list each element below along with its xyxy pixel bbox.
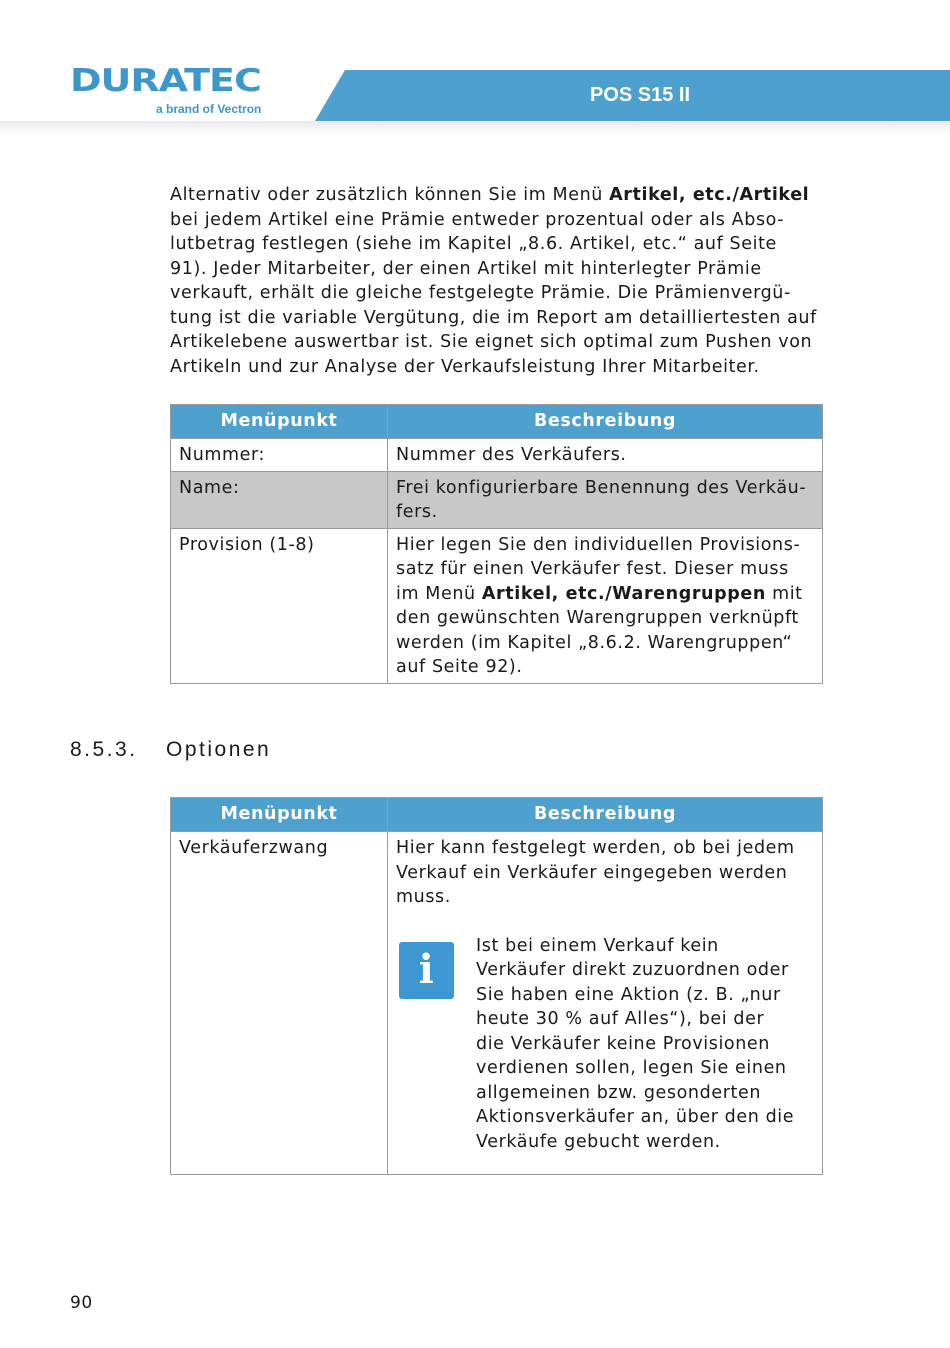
intro-text: Alternativ oder zusätzlich können Sie im Menü [170,185,610,205]
header-shadow-band [0,121,950,135]
menu-item-cell: Verkäuferzwang [171,832,388,1175]
info-line: die Verkäufer keine Provisionen [476,1033,770,1054]
header-beschreibung: Beschreibung [388,798,823,832]
section-title: Optionen [166,738,272,761]
desc-line: Frei konfigurierbare Benennung des Verkäu- [396,477,807,498]
provision-table [170,404,823,684]
options-table [170,797,823,1175]
menu-path-bold: Artikel, etc./Warengruppen [481,583,766,604]
info-note [396,934,814,1164]
info-line: Ist bei einem Verkauf kein [476,935,719,956]
table-row [171,439,823,472]
desc-line: Nummer des Verkäufers. [396,445,627,465]
info-line: allgemeinen bzw. gesonderten [476,1082,762,1103]
menu-item-cell: Name: [171,471,388,528]
menu-item-cell: Provision (1-8) [171,528,388,683]
info-line: Verkäufe gebucht werden. [476,1131,721,1152]
description-cell [388,439,823,472]
desc-line: auf Seite 92). [396,657,523,677]
table-header-row [171,405,823,439]
description-cell [388,528,823,683]
header-menupunkt: Menüpunkt [171,405,388,439]
page-header [0,0,950,140]
desc-text: mit [765,583,803,604]
desc-line: Verkauf ein Verkäufer eingegeben werden [396,862,788,883]
description-cell [388,832,823,1175]
info-text [476,934,814,1155]
section-heading [70,738,271,762]
info-line: heute 30 % auf Alles“), bei der [476,1009,765,1029]
section-number: 8.5.3. [70,738,138,761]
desc-line [396,582,814,607]
info-line: Verkäufer direkt zuzuordnen oder [476,960,789,980]
intro-line: Artikelebene auswertbar ist. Sie eignet sich optimal zum Pushen von [170,332,813,352]
table-row [171,832,823,1175]
menu-item-cell: Nummer: [171,439,388,472]
table-row [171,528,823,683]
desc-line: fers. [396,502,438,522]
page-number: 90 [70,1293,93,1313]
desc-line: satz für einen Verkäufer fest. Dieser muss [396,559,789,579]
intro-line: verkauft, erhält die gleiche festgelegte Prämie. Die Prämienvergü- [170,283,791,303]
desc-line: den gewünschten Warengruppen verknüpft [396,608,799,628]
table-row [171,471,823,528]
product-title: POS S15 II [590,84,691,106]
intro-line: 91). Jeder Mitarbeiter, der einen Artikel mit hinterlegter Prämie [170,258,762,279]
intro-line: Artikeln und zur Analyse der Verkaufsleistung Ihrer Mitarbeiter. [170,356,760,377]
desc-line: werden (im Kapitel „8.6.2. Warengruppen“ [396,632,793,653]
desc-line: muss. [396,887,451,907]
header-beschreibung: Beschreibung [388,405,823,439]
intro-line: bei jedem Artikel eine Prämie entweder prozentual oder als Abso- [170,209,785,230]
desc-text: im Menü [396,583,482,604]
logo-subtitle: a brand of Vectron [156,102,262,116]
desc-line: Hier kann festgelegt werden, ob bei jedem [396,838,795,858]
header-menupunkt: Menüpunkt [171,798,388,832]
intro-line: tung ist die variable Vergütung, die im Report am detailliertesten auf [170,307,817,328]
duratec-logo: DURATEC [70,62,261,99]
intro-line: lutbetrag festlegen (siehe im Kapitel „8.6. Artikel, etc.“ auf Seite [170,234,777,254]
info-line: verdienen sollen, legen Sie einen [476,1058,787,1078]
info-icon [399,942,454,999]
intro-paragraph [170,183,830,379]
menu-path-bold: Artikel, etc./Artikel [609,185,810,205]
info-line: Sie haben eine Aktion (z. B. „nur [476,984,781,1005]
info-line: Aktionsverkäufer an, über den die [476,1107,795,1127]
intro-line [170,183,830,208]
table-header-row [171,798,823,832]
description-cell [388,471,823,528]
info-glyph: i [418,945,435,993]
desc-line: Hier legen Sie den individuellen Provisions- [396,534,801,555]
